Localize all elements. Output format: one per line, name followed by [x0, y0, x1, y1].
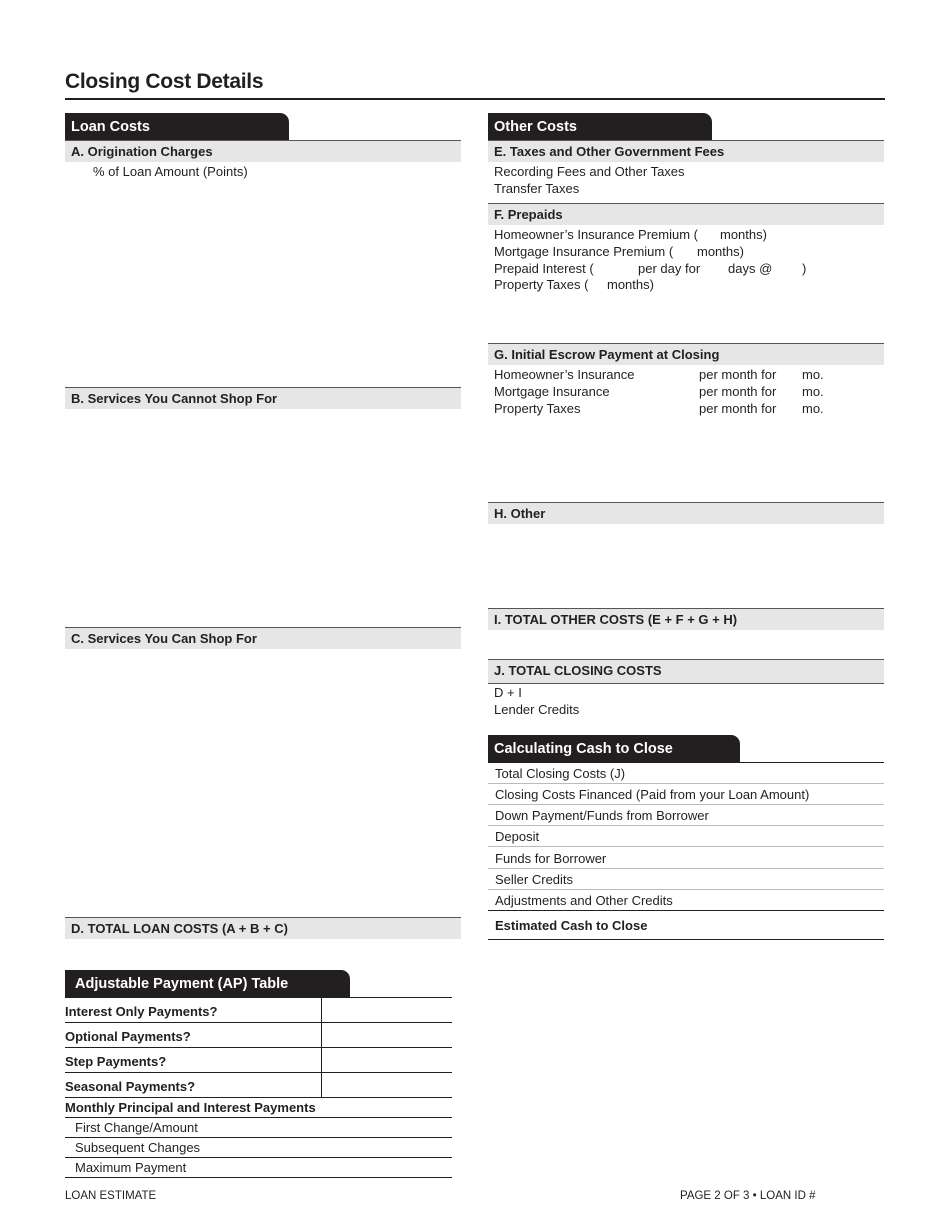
prepaid-interest-days: days @: [728, 261, 773, 276]
footer-right: PAGE 2 OF 3 • LOAN ID #: [680, 1190, 816, 1202]
mortgage-premium-unit: months): [697, 244, 744, 259]
cash-row-financed: Closing Costs Financed (Paid from your Loan Amount): [488, 784, 884, 805]
escrow-homeowners-label: Homeowner’s Insurance: [494, 367, 635, 382]
prepaid-interest-perday: per day for: [638, 261, 701, 276]
property-taxes-label: Property Taxes (: [494, 277, 589, 292]
property-taxes-unit: months): [607, 277, 654, 292]
title-rule: [65, 98, 885, 100]
ap-maximum-payment: Maximum Payment: [65, 1158, 452, 1178]
footer-left: LOAN ESTIMATE: [65, 1190, 157, 1202]
cash-row-down-payment: Down Payment/Funds from Borrower: [488, 805, 884, 826]
cash-row-seller-credits: Seller Credits: [488, 869, 884, 890]
ap-subsequent-changes: Subsequent Changes: [65, 1138, 452, 1158]
recording-fees-line: Recording Fees and Other Taxes: [494, 164, 685, 179]
ap-first-change: First Change/Amount: [65, 1118, 452, 1138]
ap-row-divider: [321, 1048, 322, 1072]
escrow-property-per: per month for: [699, 401, 777, 416]
cash-row-deposit: Deposit: [488, 826, 884, 847]
section-f-header: F. Prepaids: [488, 203, 884, 225]
escrow-homeowners-per: per month for: [699, 367, 777, 382]
section-c-header: C. Services You Can Shop For: [65, 627, 461, 649]
section-h-header: H. Other: [488, 502, 884, 524]
cash-to-close-tab: Calculating Cash to Close: [488, 735, 740, 762]
ap-row-label: Interest Only Payments?: [65, 1004, 218, 1019]
ap-row-seasonal: [65, 1073, 452, 1098]
ap-row-divider: [321, 998, 322, 1022]
transfer-taxes-line: Transfer Taxes: [494, 181, 580, 196]
section-b-header: B. Services You Cannot Shop For: [65, 387, 461, 409]
page-title: Closing Cost Details: [65, 70, 264, 93]
ap-row-divider: [321, 1023, 322, 1047]
homeowners-premium-unit: months): [720, 227, 767, 242]
ap-row-step: [65, 1048, 452, 1073]
prepaid-interest-label: Prepaid Interest (: [494, 261, 594, 276]
escrow-property-unit: mo.: [802, 401, 824, 416]
section-e-header: E. Taxes and Other Government Fees: [488, 140, 884, 162]
ap-row-label: Step Payments?: [65, 1054, 167, 1069]
section-j-header: J. TOTAL CLOSING COSTS: [488, 659, 884, 684]
cash-row-adjustments: Adjustments and Other Credits: [488, 890, 884, 911]
cash-row-funds-borrower: Funds for Borrower: [488, 848, 884, 869]
section-a-header: A. Origination Charges: [65, 140, 461, 162]
section-d-header: D. TOTAL LOAN COSTS (A + B + C): [65, 917, 461, 939]
cash-row-total-closing: Total Closing Costs (J): [488, 763, 884, 784]
section-g-header: G. Initial Escrow Payment at Closing: [488, 343, 884, 365]
escrow-mortgage-unit: mo.: [802, 384, 824, 399]
estimated-cash-to-close: Estimated Cash to Close: [488, 912, 884, 940]
ap-row-divider: [321, 1073, 322, 1097]
mortgage-premium-label: Mortgage Insurance Premium (: [494, 244, 674, 259]
escrow-mortgage-label: Mortgage Insurance: [494, 384, 610, 399]
escrow-homeowners-unit: mo.: [802, 367, 824, 382]
ap-row-optional: [65, 1023, 452, 1048]
loan-costs-tab: Loan Costs: [65, 113, 289, 140]
escrow-mortgage-per: per month for: [699, 384, 777, 399]
prepaid-interest-close: ): [802, 261, 807, 276]
homeowners-premium-label: Homeowner’s Insurance Premium (: [494, 227, 698, 242]
ap-table-tab: Adjustable Payment (AP) Table: [65, 970, 350, 997]
ap-monthly-header: Monthly Principal and Interest Payments: [65, 1098, 452, 1118]
points-line: % of Loan Amount (Points): [93, 164, 248, 179]
escrow-property-label: Property Taxes: [494, 401, 581, 416]
lender-credits-line: Lender Credits: [494, 702, 580, 717]
d-plus-i-line: D + I: [494, 685, 522, 700]
section-i-header: I. TOTAL OTHER COSTS (E + F + G + H): [488, 608, 884, 630]
ap-row-interest-only: [65, 998, 452, 1023]
other-costs-tab: Other Costs: [488, 113, 712, 140]
ap-row-label: Seasonal Payments?: [65, 1079, 196, 1094]
ap-row-label: Optional Payments?: [65, 1029, 191, 1044]
